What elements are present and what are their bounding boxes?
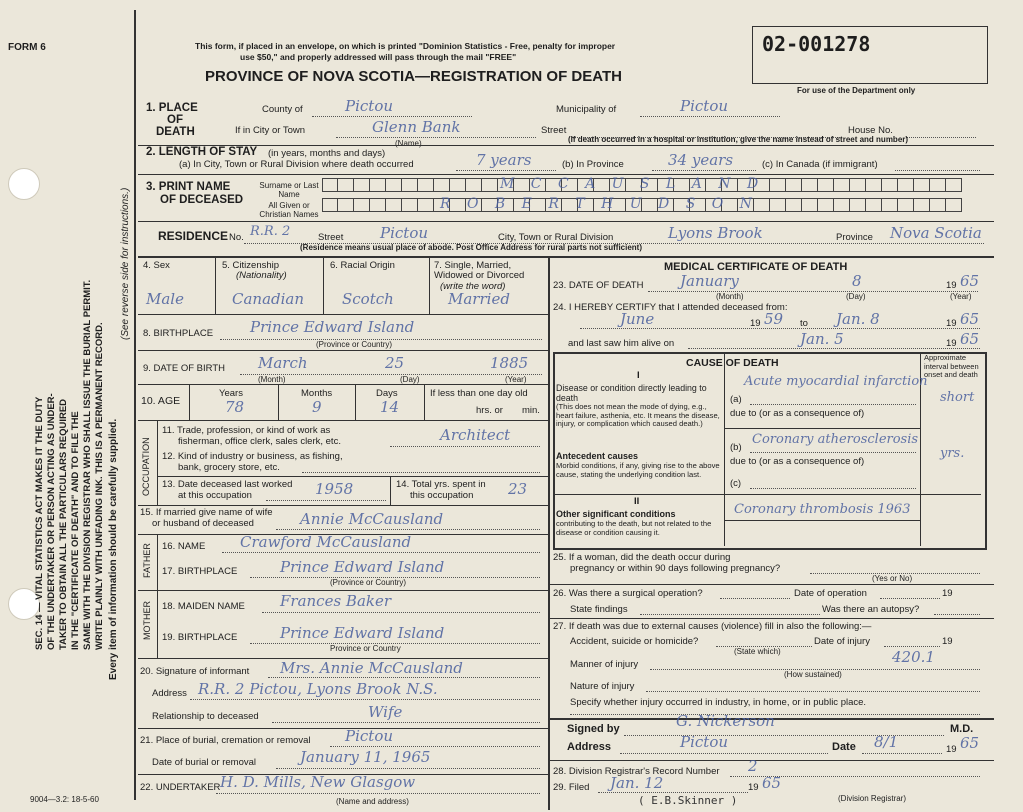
divider-1	[138, 145, 994, 146]
racial-value: Scotch	[342, 290, 394, 308]
cause-section-divider	[555, 494, 981, 495]
marital-label-1: 7. Single, Married,	[434, 260, 512, 271]
municipality-line	[640, 116, 780, 117]
mother-birthplace-caption: Province or Country	[330, 644, 401, 653]
occ-12-line	[302, 472, 540, 473]
stay-a-label: (a) In City, Town or Rural Division where death occurred	[179, 159, 414, 170]
attended-to-year-prefix: 19	[946, 318, 957, 329]
given-label: All Given or Christian Names	[259, 201, 319, 219]
father-side-label: FATHER	[142, 543, 152, 578]
col-div-4	[215, 256, 216, 314]
informant-address-value: R.R. 2 Pictou, Lyons Brook N.S.	[198, 680, 438, 698]
pregnancy-caption: (Yes or No)	[872, 574, 913, 583]
stay-b-value: 34 years	[668, 151, 734, 169]
margin-instruction-3: TAKER TO OBTAIN ALL THE PARTICULARS REQUIRED	[58, 398, 69, 650]
age-years-label: Years	[219, 388, 243, 399]
city-label: If in City or Town	[235, 125, 306, 136]
injury-date-line	[884, 646, 940, 647]
residence-no-value: R.R. 2	[250, 224, 291, 239]
relationship-value: Wife	[368, 703, 403, 721]
filed-year: 65	[762, 774, 782, 792]
undertaker-label: 22. UNDERTAKER	[140, 782, 221, 793]
relationship-line	[272, 722, 540, 723]
cert-date-line	[862, 753, 942, 754]
cause-b-label: (b)	[730, 442, 742, 453]
undertaker-line	[216, 793, 540, 794]
place-label-3: DEATH	[156, 126, 195, 138]
street-label: Street	[541, 125, 567, 136]
divider-9	[138, 505, 548, 506]
cause-c-label: (c)	[730, 478, 742, 489]
surname-value: M C C A U S L A N D	[500, 176, 765, 192]
margin-instruction-2: OF THE UNDERTAKER OR PERSON ACTING AS UNDER-	[46, 393, 57, 650]
cause-a-line	[750, 404, 916, 405]
last-saw-value: Jan. 5	[800, 330, 844, 348]
stay-label: 2. LENGTH OF STAY	[146, 146, 258, 158]
cause-a-interval: short	[940, 390, 975, 405]
record-number-value: 2	[748, 757, 758, 775]
cause-title: CAUSE OF DEATH	[686, 357, 779, 369]
informant-address-label: Address	[152, 688, 187, 699]
cause-b-interval: yrs.	[940, 446, 965, 461]
col-div-5	[323, 256, 324, 314]
residence-street-label: Street	[318, 232, 344, 243]
filed-label: 29. Filed	[553, 782, 590, 793]
interval-label: Approximate interval between onset and death	[924, 353, 979, 379]
dob-day-caption: (Day)	[400, 375, 420, 384]
age-less-label: If less than one day old	[430, 388, 528, 399]
margin-divider	[134, 10, 136, 800]
residence-city-label: City, Town or Rural Division	[498, 232, 614, 243]
cause-a-value: Acute myocardial infarction	[744, 374, 928, 389]
relationship-label: Relationship to deceased	[152, 711, 259, 722]
place-label-1: 1. PLACE	[146, 102, 198, 114]
how-sustained-caption: (How sustained)	[784, 670, 842, 679]
cause-c-line	[750, 488, 916, 489]
registration-number: 02-001278	[762, 32, 871, 56]
stay-c-line	[895, 170, 980, 171]
death-date-label: 23. DATE OF DEATH	[553, 280, 644, 291]
signed-by-value: G. Nickerson	[676, 712, 775, 730]
death-date-day: 8	[852, 272, 862, 290]
marital-label-2: Widowed or Divorced	[434, 270, 525, 281]
mail-notice-line1: This form, if placed in an envelope, on which is printed "Dominion Statistics - Free, penalty for improper	[195, 41, 616, 51]
mail-notice-line2: use $50," and properly addressed will pass through the mail "FREE"	[240, 52, 517, 62]
sex-value: Male	[146, 290, 184, 308]
stay-a-value: 7 years	[476, 151, 532, 169]
occ-14-line2: this occupation	[410, 490, 474, 501]
residence-city-value: Lyons Brook	[668, 224, 763, 242]
divider-m1	[550, 584, 994, 585]
stay-sub: (in years, months and days)	[268, 148, 386, 159]
citizenship-value: Canadian	[232, 290, 305, 308]
dob-year-caption: (Year)	[505, 375, 527, 384]
divider-7	[138, 384, 548, 385]
mother-birthplace-value: Prince Edward Island	[280, 624, 445, 642]
specify-label: Specify whether injury occurred in industry, in home, or in public place.	[570, 697, 867, 708]
municipality-value: Pictou	[680, 97, 729, 115]
burial-date-line	[276, 768, 540, 769]
dob-year: 1885	[490, 354, 529, 372]
cause-b-line	[750, 452, 916, 453]
disease-label: Disease or condition directly leading to death	[556, 383, 707, 403]
surgery-line	[720, 598, 790, 599]
occupation-side-divider	[157, 420, 158, 505]
form-title: PROVINCE OF NOVA SCOTIA—REGISTRATION OF DEATH	[205, 68, 622, 85]
age-months-value: 9	[312, 398, 322, 416]
attended-to-year: 65	[960, 310, 980, 328]
attended-from: June	[620, 310, 655, 328]
md-label: M.D.	[950, 723, 974, 735]
occ-13-line1: 13. Date deceased last worked	[162, 479, 293, 490]
filed-line	[598, 792, 748, 793]
name-label-2: OF DECEASED	[160, 194, 244, 206]
cert-address-label: Address	[567, 741, 612, 753]
operation-year-prefix: 19	[942, 588, 953, 599]
last-saw-line	[688, 348, 980, 349]
operation-date-label: Date of operation	[794, 588, 867, 599]
part-2-label: II	[634, 496, 640, 507]
last-saw-label: and last saw him alive on	[568, 338, 675, 349]
city-value: Glenn Bank	[372, 118, 461, 136]
name-label-1: 3. PRINT NAME	[146, 181, 231, 193]
findings-line	[640, 614, 820, 615]
occ-12-line1: 12. Kind of industry or business, as fishing,	[162, 451, 343, 462]
attended-to: Jan. 8	[836, 310, 880, 328]
form-number: FORM 6	[8, 42, 46, 53]
center-divider	[548, 256, 550, 810]
spouse-label-1: 15. If married give name of wife	[140, 507, 273, 518]
divider-2	[138, 174, 994, 175]
county-label: County of	[262, 104, 303, 115]
cert-date-label: Date	[832, 741, 856, 753]
residence-province-value: Nova Scotia	[890, 224, 982, 242]
divider-3	[138, 221, 994, 222]
margin-instruction-4: IN THE "CERTIFICATE OF DEATH" AND TO FILE THE	[70, 411, 81, 650]
other-line	[724, 520, 920, 521]
marital-value: Married	[448, 290, 510, 308]
cause-a-label: (a)	[730, 394, 742, 405]
burial-place-label: 21. Place of burial, cremation or removal	[140, 735, 311, 746]
attended-label: 24. I HEREBY CERTIFY that I attended deceased from:	[553, 302, 788, 313]
dob-month-caption: (Month)	[258, 375, 286, 384]
residence-street-value: Pictou	[380, 224, 429, 242]
age-days-label: Days	[376, 388, 398, 399]
surgery-label: 26. Was there a surgical operation?	[553, 588, 703, 599]
occupation-side-label: OCCUPATION	[141, 437, 151, 496]
injury-date-label: Date of injury	[814, 636, 870, 647]
cert-address-value: Pictou	[680, 733, 729, 751]
min-label: min.	[522, 405, 540, 416]
attended-line	[580, 328, 980, 329]
mother-maiden-label: 18. MAIDEN NAME	[162, 601, 245, 612]
filed-year-prefix: 19	[748, 782, 759, 793]
age-years-value: 78	[225, 398, 245, 416]
county-line	[312, 116, 472, 117]
surname-label: Surname or Last Name	[259, 181, 319, 199]
age-col-2	[278, 384, 279, 420]
cert-year-prefix: 19	[946, 744, 957, 755]
footer-code: 9004—3.2: 18-5-60	[30, 795, 99, 804]
divider-11	[138, 590, 548, 591]
mother-birthplace-label: 19. BIRTHPLACE	[162, 632, 238, 643]
nature-line	[646, 691, 980, 692]
death-date-year: 65	[960, 272, 980, 290]
death-month-caption: (Month)	[716, 292, 744, 301]
last-saw-year: 65	[960, 330, 980, 348]
age-col-4	[424, 384, 425, 420]
classification-code: 420.1	[892, 648, 935, 666]
informant-line	[268, 677, 540, 678]
spouse-value: Annie McCausland	[300, 510, 444, 528]
antecedent-note: Morbid conditions, if any, giving rise to the above cause, stating the underlying condition last.	[556, 461, 720, 479]
father-name-label: 16. NAME	[162, 541, 206, 552]
residence-label: RESIDENCE	[158, 229, 229, 243]
disease-note: (This does not mean the mode of dying, e.g., heart failure, asthenia, etc. It means the disease, injury, or complication which caused death.)	[556, 402, 720, 429]
divider-13	[138, 728, 548, 729]
registrar-stamp: ( E.B.Skinner )	[638, 794, 738, 807]
residence-province-label: Province	[836, 232, 873, 243]
divider-m4	[550, 760, 994, 761]
mother-side-label: MOTHER	[142, 601, 152, 640]
external-label: 27. If death was due to external causes (violence) fill in also the following:—	[553, 621, 872, 632]
municipality-label: Municipality of	[556, 104, 617, 115]
divider-6	[138, 350, 548, 351]
cert-address-line	[620, 753, 828, 754]
dob-month: March	[258, 354, 308, 372]
attended-to-label: to	[800, 318, 808, 329]
death-year-prefix: 19	[946, 280, 957, 291]
cert-date-year: 65	[960, 734, 980, 752]
father-birthplace-caption: (Province or Country)	[330, 578, 407, 587]
age-days-value: 14	[380, 398, 400, 416]
cause-row-divider-1	[724, 428, 920, 429]
age-label: 10. AGE	[141, 395, 181, 407]
stay-a-line	[456, 170, 556, 171]
occ-11-line1: 11. Trade, profession, or kind of work as	[162, 425, 331, 436]
nature-label: Nature of injury	[570, 681, 635, 692]
stay-c-label: (c) In Canada (if immigrant)	[762, 159, 878, 170]
stay-b-label: (b) In Province	[562, 159, 624, 170]
father-birthplace-value: Prince Edward Island	[280, 558, 445, 576]
city-line	[336, 137, 536, 138]
operation-date-line	[880, 598, 940, 599]
burial-date-value: January 11, 1965	[300, 748, 431, 766]
hospital-note: (If death occurred in a hospital or institution, give the name instead of street and number)	[568, 135, 909, 144]
burial-place-value: Pictou	[345, 727, 394, 745]
occ-11-line	[390, 446, 540, 447]
mother-side-divider	[157, 590, 158, 658]
informant-label: 20. Signature of informant	[140, 666, 250, 677]
margin-instruction-6: WRITE PLAINLY WITH UNFADING INK. THIS IS A PERMANENT RECORD.	[94, 322, 105, 650]
occ-12-line2: bank, grocery store, etc.	[178, 462, 280, 473]
undertaker-caption: (Name and address)	[336, 797, 409, 806]
col-div-6	[429, 256, 430, 314]
mother-maiden-line	[262, 612, 540, 613]
occ-col-divider	[390, 476, 391, 505]
father-name-value: Crawford McCausland	[240, 533, 412, 551]
record-number-label: 28. Division Registrar's Record Number	[553, 766, 720, 777]
dob-label: 9. DATE OF BIRTH	[143, 363, 225, 374]
pregnancy-label-2: pregnancy or within 90 days following pregnancy?	[570, 563, 781, 574]
death-day-caption: (Day)	[846, 292, 866, 301]
pregnancy-label-1: 25. If a woman, did the death occur during	[553, 552, 731, 563]
spouse-label-2: or husband of deceased	[152, 518, 254, 529]
undertaker-value: H. D. Mills, New Glasgow	[220, 773, 416, 791]
cause-left-divider	[724, 354, 725, 546]
part-1-label: I	[637, 370, 640, 381]
punch-hole-top	[8, 168, 40, 200]
divider-8	[138, 420, 548, 421]
specify-line	[570, 714, 980, 715]
county-value: Pictou	[345, 97, 394, 115]
divider-4	[138, 256, 994, 258]
medical-title: MEDICAL CERTIFICATE OF DEATH	[664, 261, 848, 273]
injury-year-prefix: 19	[942, 636, 953, 647]
other-label: Other significant conditions	[556, 509, 676, 519]
last-saw-year-prefix: 19	[946, 338, 957, 349]
occ-13-line	[266, 500, 386, 501]
antecedent-label: Antecedent causes	[556, 451, 639, 461]
place-label-2: OF	[167, 114, 183, 126]
cause-b-value: Coronary atherosclerosis	[752, 432, 919, 447]
age-col-1	[189, 384, 190, 420]
cert-date-value: 8/1	[874, 733, 899, 751]
autopsy-line	[934, 614, 980, 615]
father-birthplace-label: 17. BIRTHPLACE	[162, 566, 238, 577]
cause-b-due: due to (or as a consequence of)	[730, 456, 865, 467]
registrar-caption: (Division Registrar)	[838, 794, 907, 803]
autopsy-label: Was there an autopsy?	[822, 604, 920, 615]
birthplace-caption: (Province or Country)	[316, 340, 393, 349]
birthplace-label: 8. BIRTHPLACE	[143, 328, 214, 339]
attended-from-year-prefix: 19	[750, 318, 761, 329]
citizenship-label: 5. Citizenship	[222, 260, 280, 271]
birthplace-value: Prince Edward Island	[250, 318, 415, 336]
margin-instruction-8: (See reverse side for instructions.)	[120, 187, 131, 340]
dob-day: 25	[385, 354, 405, 372]
other-value: Coronary thrombosis 1963	[734, 502, 911, 517]
department-use-note: For use of the Department only	[797, 86, 916, 95]
occ-11-line2: fisherman, office clerk, sales clerk, etc.	[178, 436, 341, 447]
sex-label: 4. Sex	[143, 260, 170, 271]
marital-label-3: (write the word)	[440, 281, 506, 292]
burial-place-line	[330, 746, 540, 747]
divider-5	[138, 314, 548, 315]
informant-address-line	[190, 699, 540, 700]
racial-label: 6. Racial Origin	[330, 260, 395, 271]
occ-divider	[157, 476, 548, 477]
house-no-line	[906, 137, 976, 138]
death-year-caption: (Year)	[950, 292, 972, 301]
state-which-caption: (State which)	[734, 647, 781, 656]
mother-maiden-value: Frances Baker	[280, 592, 392, 610]
cause-a-due: due to (or as a consequence of)	[730, 408, 865, 419]
burial-date-label: Date of burial or removal	[152, 757, 257, 768]
occ-13-value: 1958	[315, 480, 354, 498]
occ-14-value: 23	[508, 480, 528, 498]
father-side-divider	[157, 534, 158, 590]
margin-instruction-5: SAME WITH THE DIVISION REGISTRAR WHO SHALL ISSUE THE BURIAL PERMIT.	[82, 279, 93, 650]
occ-11-value: Architect	[440, 426, 511, 444]
age-col-3	[355, 384, 356, 420]
death-date-month: January	[680, 272, 739, 290]
residence-note: (Residence means usual place of abode. Post Office Address for rural parts not sufficient)	[300, 243, 643, 252]
hrs-label: hrs. or	[476, 405, 503, 416]
margin-instruction-1: SEC. 14 — VITAL STATISTICS ACT MAKES IT THE DUTY	[34, 396, 45, 650]
margin-instruction-7: Every item of information should be carefully supplied.	[108, 418, 119, 680]
signed-by-label: Signed by	[567, 723, 620, 735]
occ-13-line2: at this occupation	[178, 490, 252, 501]
other-note: contributing to the death, but not related to the disease or condition causing it.	[556, 519, 712, 537]
occ-14-line1: 14. Total yrs. spent in	[396, 479, 486, 490]
attended-from-year: 59	[764, 310, 784, 328]
given-name-value: R O B E R T H U D S O N	[440, 196, 758, 212]
spouse-line	[276, 529, 540, 530]
father-name-line	[222, 552, 540, 553]
age-months-label: Months	[301, 388, 333, 399]
house-no-label: House No.	[848, 125, 893, 136]
findings-label: State findings	[570, 604, 628, 615]
manner-label: Manner of injury	[570, 659, 639, 670]
divider-m2	[550, 618, 994, 619]
informant-value: Mrs. Annie McCausland	[280, 659, 463, 677]
stay-b-line	[652, 170, 756, 171]
citizenship-sub: (Nationality)	[236, 270, 287, 281]
city-name-caption: (Name)	[395, 139, 422, 148]
accident-label: Accident, suicide or homicide?	[570, 636, 699, 647]
residence-no-label: No.	[229, 232, 244, 243]
filed-value: Jan. 12	[610, 774, 664, 792]
death-date-line	[648, 291, 978, 292]
